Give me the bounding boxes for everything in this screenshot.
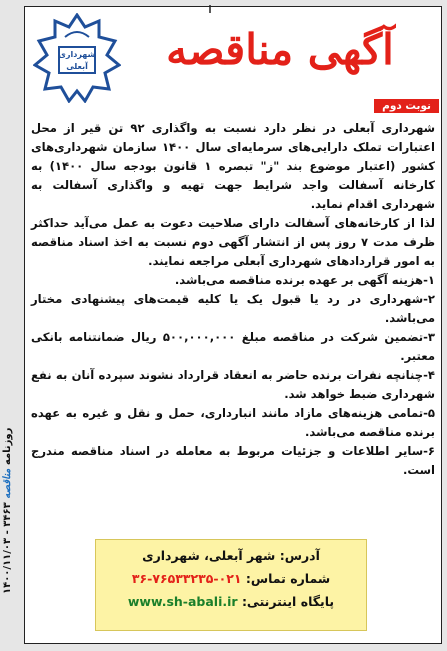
condition-item: ۶-سایر اطلاعات و جزئیات مربوط به معامله در اسناد مناقصه مندرج است. xyxy=(31,444,435,477)
municipality-logo xyxy=(33,13,121,103)
top-tick-mark xyxy=(200,5,220,13)
contact-box xyxy=(95,539,367,631)
newspaper-prefix: روزنامه xyxy=(2,427,13,466)
intro-rest: در نظر دارد نسبت به واگذاری ۹۲ تن قیر از محل اعتبارات تملک دارایی‌های سرمایه‌ای سال ۱۴۰۰ سازمان شهرداری‌های کشور (اعتبار موضوع بند "ز" تبصره ۱ قانون بودجه سال ۱۴۰۰) به کارخانه آسفالت واجد شرایط جهت تهیه و واگذاری آسفالت به شهرداری اقدام نماید. xyxy=(31,121,436,211)
condition-item: ۵-تمامی هزینه‌های مازاد مانند انبارداری، حمل و نقل و غیره به عهده برنده مناقصه می‌باشد. xyxy=(31,406,435,439)
intro-paragraph xyxy=(31,119,435,214)
address-line xyxy=(96,544,366,567)
condition-item: ۱-هزینه آگهی بر عهده برنده مناقصه می‌باشد. xyxy=(174,273,435,287)
phone-line xyxy=(96,567,366,590)
website-label: پایگاه اینترنتی: xyxy=(241,594,335,609)
address-value: شهر آبعلی، شهرداری xyxy=(142,548,276,563)
round-badge: نوبت دوم xyxy=(374,99,439,113)
logo-text-line2: آبعلی xyxy=(66,62,88,71)
intro-bold: شهرداری آبعلی xyxy=(343,121,435,135)
invite-paragraph: لذا از کارخانه‌های آسفالت دارای صلاحیت دعوت به عمل می‌آید حداکثر ظرف مدت ۷ روز پس از انتشار آگهی دوم نسبت به اخذ اسناد مناقصه به امور قراردادهای شهرداری آبعلی مراجعه نمایند. xyxy=(31,216,435,268)
phone-value: ۰۲۱-۷۶۵۳۳۲۳۵-۳۶ xyxy=(131,571,242,586)
logo-text-line1: شهرداری xyxy=(58,50,96,59)
ad-paper xyxy=(24,6,442,644)
address-label: آدرس: xyxy=(279,548,320,563)
website-line xyxy=(96,590,366,613)
sidebar-text xyxy=(2,380,20,642)
issue-info: ۳۴۶۳ - ۱۴۰۰/۱۱/۰۳ xyxy=(2,502,13,595)
condition-item: ۲-شهرداری در رد یا قبول یک یا کلیه قیمت‌های پیشنهادی مختار می‌باشد. xyxy=(31,292,435,325)
condition-item: ۴-چنانچه نفرات برنده حاضر به انعقاد قرارداد نشوند سپرده آنان به نفع شهرداری ضبط خواهد شد. xyxy=(31,368,435,401)
newspaper-sidebar xyxy=(0,380,22,642)
ad-body xyxy=(31,119,435,480)
newspaper-brand: مناقصه xyxy=(2,468,13,500)
phone-label: شماره تماس: xyxy=(245,571,331,586)
condition-item: ۳-تضمین شرکت در مناقصه مبلغ ۵۰۰,۰۰۰,۰۰۰ ریال ضمانتنامه بانکی معتبر. xyxy=(31,330,435,363)
ad-title: آگهی مناقصه xyxy=(166,25,394,74)
website-link[interactable]: www.sh-abali.ir xyxy=(127,594,238,609)
